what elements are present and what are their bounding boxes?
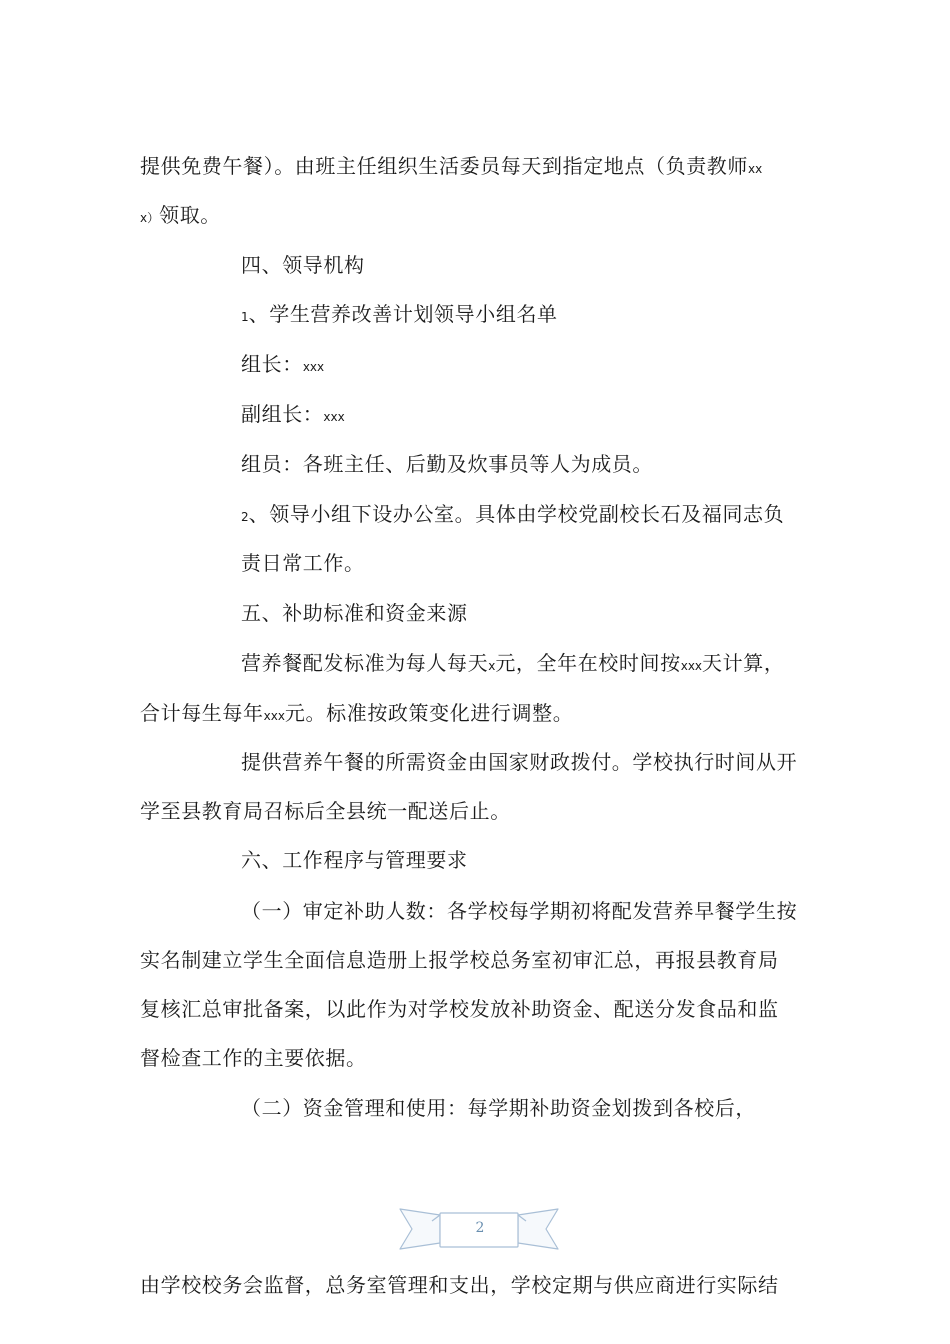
list-number: 1 — [241, 310, 249, 324]
paragraph-line: 责日常工作。 — [241, 551, 365, 575]
text-run: 领取。 — [159, 203, 221, 227]
paragraph-line — [241, 351, 324, 380]
paragraph-line: （一）审定补助人数：各学校每学期初将配发营养早餐学生按 — [241, 899, 798, 923]
paragraph-line: 实名制建立学生全面信息造册上报学校总务室初审汇总，再报县教育局 — [140, 948, 779, 972]
paragraph-line: 组员：各班主任、后勤及炊事员等人为成员。 — [241, 452, 653, 476]
paragraph-line — [140, 153, 762, 182]
paragraph-line — [241, 401, 345, 430]
placeholder-text: xxx — [323, 410, 345, 424]
paragraph-line — [241, 301, 558, 330]
paragraph-line: 由学校校务会监督，总务室管理和支出，学校定期与供应商进行实际结 — [140, 1273, 779, 1297]
text-run: 提供免费午餐）。由班主任组织生活委员每天到指定地点（负责教师 — [140, 154, 748, 178]
text-run: 天计算， — [702, 651, 785, 675]
field-label: 副组长： — [241, 402, 324, 426]
text-run: 、学生营养改善计划领导小组名单 — [248, 302, 558, 326]
text-run: 合计每生每年 — [140, 701, 264, 725]
section-heading: 五、补助标准和资金来源 — [241, 601, 468, 625]
paragraph-line — [241, 501, 784, 530]
paragraph-line — [140, 202, 221, 231]
paragraph-line: （二）资金管理和使用：每学期补助资金划拨到各校后， — [241, 1096, 756, 1120]
paragraph-line — [241, 650, 784, 679]
placeholder-text: xxx — [302, 360, 325, 374]
placeholder-text: xxx — [263, 709, 285, 723]
field-label: 组长： — [241, 352, 303, 376]
placeholder-text: xxx — [680, 659, 703, 673]
text-run: 元。标准按政策变化进行调整。 — [284, 701, 574, 725]
paragraph-line: 提供营养午餐的所需资金由国家财政拨付。学校执行时间从开 — [241, 750, 798, 774]
section-heading: 六、工作程序与管理要求 — [241, 848, 468, 872]
text-run: 营养餐配发标准为每人每天 — [241, 651, 489, 675]
placeholder-text: xx — [748, 162, 763, 176]
paragraph-line: 复核汇总审批备案，以此作为对学校发放补助资金、配送分发食品和监 — [140, 997, 779, 1021]
list-number: 2 — [241, 510, 249, 524]
paragraph-line: 督检查工作的主要依据。 — [140, 1046, 367, 1070]
page-number: 2 — [475, 1220, 485, 1236]
placeholder-text: x — [488, 659, 496, 673]
text-run: 元，全年在校时间按 — [495, 651, 681, 675]
paragraph-line: 学至县教育局召标后全县统一配送后止。 — [140, 799, 511, 823]
paragraph-line — [140, 700, 573, 729]
placeholder-text: x） — [140, 211, 160, 225]
section-heading: 四、领导机构 — [241, 253, 365, 277]
text-run: 、领导小组下设办公室。具体由学校党副校长石及福同志负 — [248, 502, 785, 526]
